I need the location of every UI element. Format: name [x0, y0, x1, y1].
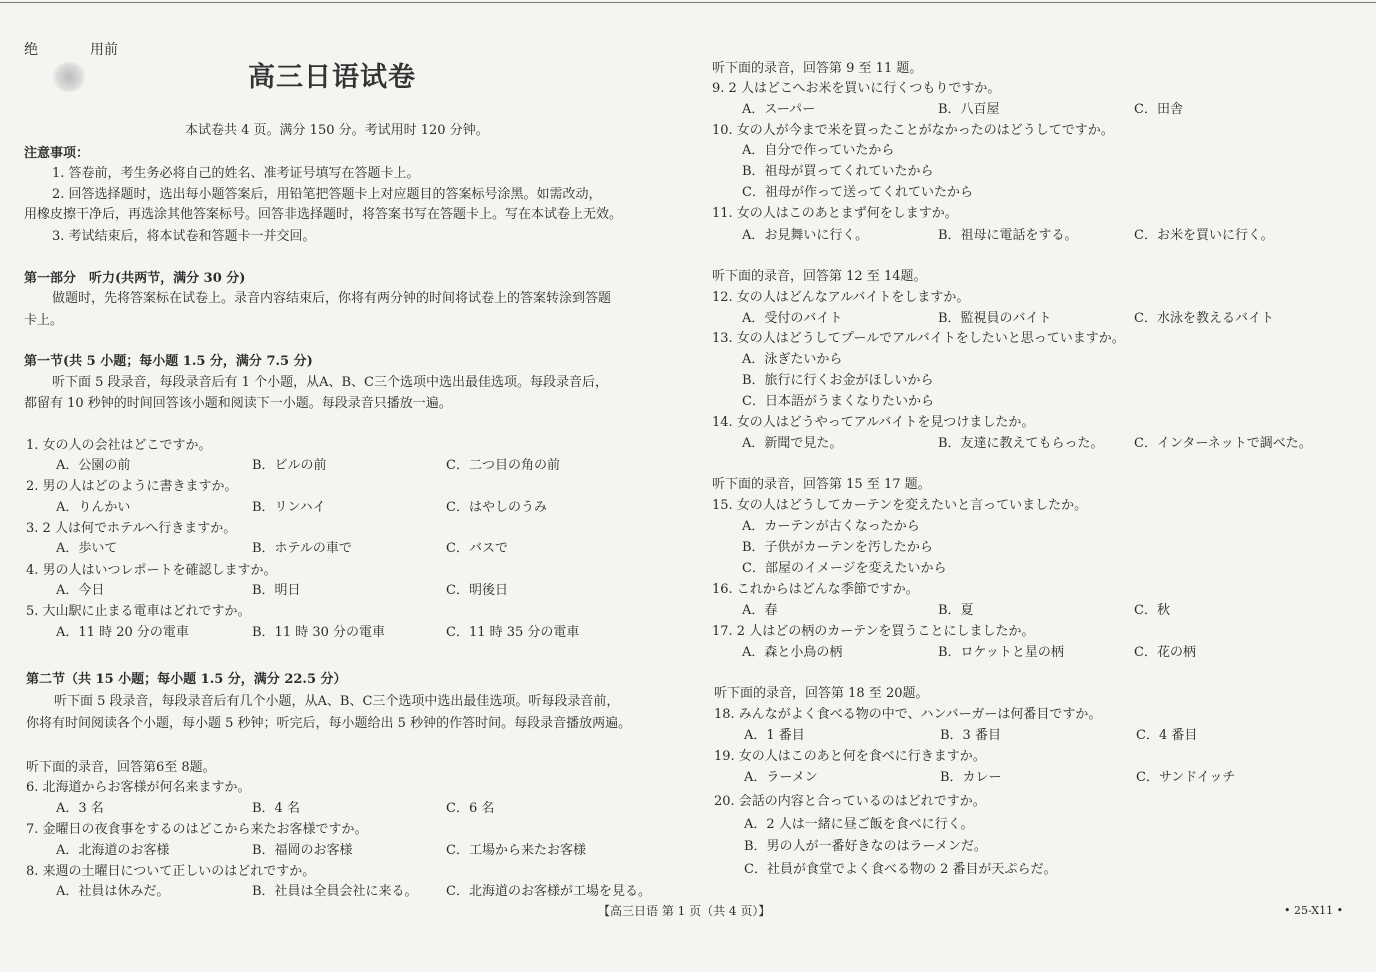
- q10-option-c: C．祖母が作って送ってくれていたから: [742, 185, 973, 200]
- q4-option-a: A．今日: [56, 583, 105, 598]
- question-15: 15. 女の人はどうしてカーテンを変えたいと言っていましたか。: [712, 498, 1088, 513]
- part1-heading: 第一部分 听力(共两节，满分 30 分): [24, 271, 246, 286]
- q13-option-a: A．泳ぎたいから: [742, 352, 843, 367]
- q12-option-b: B．監視員のバイト: [938, 311, 1052, 326]
- question-8: 8. 来週の土曜日について正しいのはどれですか。: [26, 864, 316, 879]
- q9-option-c: C．田舎: [1134, 102, 1183, 117]
- question-4: 4. 男の人はいつレポートを確認しますか。: [26, 563, 277, 578]
- q7-option-a: A．北海道のお客様: [56, 843, 170, 858]
- q17-option-b: B．ロケットと星の柄: [938, 645, 1064, 660]
- q15-option-a: A．カーテンが古くなったから: [742, 519, 920, 534]
- q6-option-b: B．4 名: [252, 801, 300, 816]
- question-2: 2. 男の人はどのように書きますか。: [26, 479, 238, 494]
- question-5: 5. 大山駅に止まる電車はどれですか。: [26, 604, 251, 619]
- q20-option-c: C．社員が食堂でよく食べる物の 2 番目が天ぷらだ。: [744, 862, 1057, 877]
- q1-option-c: C．二つ目の角の前: [446, 458, 560, 473]
- q12-option-a: A．受付のバイト: [742, 311, 843, 326]
- note-3: 3. 考试结束后，将本试卷和答题卡一并交回。: [52, 229, 316, 244]
- section2-intro-a: 听下面 5 段录音，每段录音后有几个小题，从A、B、C三个选项中选出最佳选项。听每段录音前，: [54, 694, 620, 709]
- q16-option-a: A．春: [742, 603, 778, 618]
- question-1: 1. 女の人の会社はどこですか。: [26, 438, 212, 453]
- q20-option-a: A．2 人は一緒に昼ご飯を食べに行く。: [744, 817, 974, 832]
- question-3: 3. 2 人は何でホテルへ行きますか。: [26, 521, 237, 536]
- notes-heading: 注意事项：: [24, 146, 90, 161]
- q16-option-c: C．秋: [1134, 603, 1170, 618]
- q3-option-c: C．バスで: [446, 541, 508, 556]
- top-border-line: [0, 2, 1376, 3]
- q2-option-c: C．はやしのうみ: [446, 500, 547, 515]
- group-18-20-instruction: 听下面的录音，回答第 18 至 20题。: [714, 686, 929, 701]
- q17-option-c: C．花の柄: [1134, 645, 1196, 660]
- q5-option-a: A．11 時 20 分の電車: [56, 625, 189, 640]
- scan-smudge: [52, 62, 86, 92]
- q8-option-a: A．社員は休みだ。: [56, 884, 170, 899]
- question-12: 12. 女の人はどんなアルバイトをしますか。: [712, 290, 970, 305]
- q6-option-c: C．6 名: [446, 801, 495, 816]
- question-6: 6. 北海道からお客様が何名来ますか。: [26, 780, 251, 795]
- q19-option-a: A．ラーメン: [744, 770, 818, 785]
- q9-option-a: A．スーパー: [742, 102, 816, 117]
- section1-intro-b: 都留有 10 秒钟的时间回答该小题和阅读下一小题。每段录音只播放一遍。: [24, 396, 452, 411]
- q14-option-b: B．友達に教えてもらった。: [938, 436, 1104, 451]
- question-18: 18. みんながよく食べる物の中で、ハンバーガーは何番目ですか。: [714, 707, 1102, 722]
- q18-option-c: C．4 番目: [1136, 728, 1198, 743]
- question-16: 16. これからはどんな季節ですか。: [712, 582, 919, 597]
- group-15-17-instruction: 听下面的录音，回答第 15 至 17 题。: [712, 477, 931, 492]
- q13-option-b: B．旅行に行くお金がほしいから: [742, 373, 934, 388]
- q20-option-b: B．男の人が一番好きなのはラーメンだ。: [744, 839, 987, 854]
- q10-option-b: B．祖母が買ってくれていたから: [742, 164, 934, 179]
- q7-option-c: C．工場から来たお客様: [446, 843, 586, 858]
- q5-option-c: C．11 時 35 分の電車: [446, 625, 580, 640]
- question-17: 17. 2 人はどの柄のカーテンを買うことにしましたか。: [712, 624, 1035, 639]
- q9-option-b: B．八百屋: [938, 102, 1000, 117]
- q1-option-a: A．公園の前: [56, 458, 131, 473]
- q4-option-c: C．明後日: [446, 583, 508, 598]
- q2-option-b: B．リンハイ: [252, 500, 326, 515]
- question-13: 13. 女の人はどうしてプールでアルバイトをしたいと思っていますか。: [712, 331, 1125, 346]
- q19-option-c: C．サンドイッチ: [1136, 770, 1236, 785]
- q18-option-b: B．3 番目: [940, 728, 1001, 743]
- q3-option-a: A．歩いて: [56, 541, 118, 556]
- exam-info: 本试卷共 4 页。满分 150 分。考试用时 120 分钟。: [185, 123, 489, 138]
- exam-code: • 25-X11 •: [1284, 904, 1344, 917]
- q14-option-c: C．インターネットで調べた。: [1134, 436, 1312, 451]
- secret-mark-b: 用前: [90, 42, 118, 58]
- question-14: 14. 女の人はどうやってアルバイトを見つけましたか。: [712, 415, 1035, 430]
- part1-intro-b: 卡上。: [24, 313, 64, 328]
- q7-option-b: B．福岡のお客様: [252, 843, 353, 858]
- page-footer: 【高三日语 第 1 页（共 4 页）】: [598, 904, 771, 918]
- q8-option-c: C．北海道のお客様が工場を見る。: [446, 884, 651, 899]
- q5-option-b: B．11 時 30 分の電車: [252, 625, 386, 640]
- section2-heading: 第二节（共 15 小题；每小题 1.5 分，满分 22.5 分）: [26, 672, 347, 687]
- q17-option-a: A．森と小鳥の柄: [742, 645, 843, 660]
- q11-option-b: B．祖母に電話をする。: [938, 228, 1078, 243]
- q18-option-a: A．1 番目: [744, 728, 805, 743]
- question-11: 11. 女の人はこのあとまず何をしますか。: [712, 206, 958, 221]
- q10-option-a: A．自分で作っていたから: [742, 143, 895, 158]
- q4-option-b: B．明日: [252, 583, 301, 598]
- secret-mark-a: 绝: [24, 42, 38, 58]
- q16-option-b: B．夏: [938, 603, 974, 618]
- q12-option-c: C．水泳を教えるバイト: [1134, 311, 1274, 326]
- question-20: 20. 会話の内容と合っているのはどれですか。: [714, 794, 986, 809]
- q1-option-b: B．ビルの前: [252, 458, 327, 473]
- section2-intro-b: 你将有时间阅读各个小题，每小题 5 秒钟；听完后，每小题给出 5 秒钟的作答时间。每段录音播放两遍。: [26, 716, 632, 731]
- group-6-8-instruction: 听下面的录音，回答第6至 8题。: [26, 760, 216, 775]
- q8-option-b: B．社員は全員会社に来る。: [252, 884, 418, 899]
- question-10: 10. 女の人が今まで米を買ったことがなかったのはどうしてですか。: [712, 123, 1114, 138]
- section1-intro-a: 听下面 5 段录音，每段录音后有 1 个小题，从A、B、C三个选项中选出最佳选项。每段录音后，: [52, 375, 608, 390]
- note-1: 1. 答卷前，考生务必将自己的姓名、准考证号填写在答题卡上。: [52, 166, 420, 181]
- q11-option-a: A．お見舞いに行く。: [742, 228, 869, 243]
- note-2-line-b: 用橡皮擦干净后，再选涂其他答案标号。回答非选择题时，将答案书写在答题卡上。写在本试卷上无效。: [24, 207, 623, 222]
- q11-option-c: C．お米を買いに行く。: [1134, 228, 1274, 243]
- q3-option-b: B．ホテルの車で: [252, 541, 352, 556]
- question-9: 9. 2 人はどこへお米を買いに行くつもりですか。: [712, 81, 1001, 96]
- section1-heading: 第一节(共 5 小题；每小题 1.5 分，满分 7.5 分): [24, 354, 313, 369]
- question-7: 7. 金曜日の夜食事をするのはどこから来たお客様ですか。: [26, 822, 368, 837]
- q13-option-c: C．日本語がうまくなりたいから: [742, 394, 934, 409]
- group-9-11-instruction: 听下面的录音，回答第 9 至 11 题。: [712, 61, 923, 76]
- q6-option-a: A．3 名: [56, 801, 104, 816]
- q2-option-a: A．りんかい: [56, 500, 131, 515]
- question-19: 19. 女の人はこのあと何を食べに行きますか。: [714, 749, 986, 764]
- group-12-14-instruction: 听下面的录音，回答第 12 至 14题。: [712, 269, 927, 284]
- q15-option-c: C．部屋のイメージを変えたいから: [742, 561, 947, 576]
- q19-option-b: B．カレー: [940, 770, 1002, 785]
- q14-option-a: A．新聞で見た。: [742, 436, 843, 451]
- note-2-line-a: 2. 回答选择题时，选出每小题答案后，用铅笔把答题卡上对应题目的答案标号涂黑。如需改动，: [52, 187, 602, 202]
- q15-option-b: B．子供がカーテンを汚したから: [742, 540, 933, 555]
- page-title: 高三日语试卷: [248, 62, 416, 93]
- part1-intro-a: 做题时，先将答案标在试卷上。录音内容结束后，你将有两分钟的时间将试卷上的答案转涂到答题: [52, 291, 612, 306]
